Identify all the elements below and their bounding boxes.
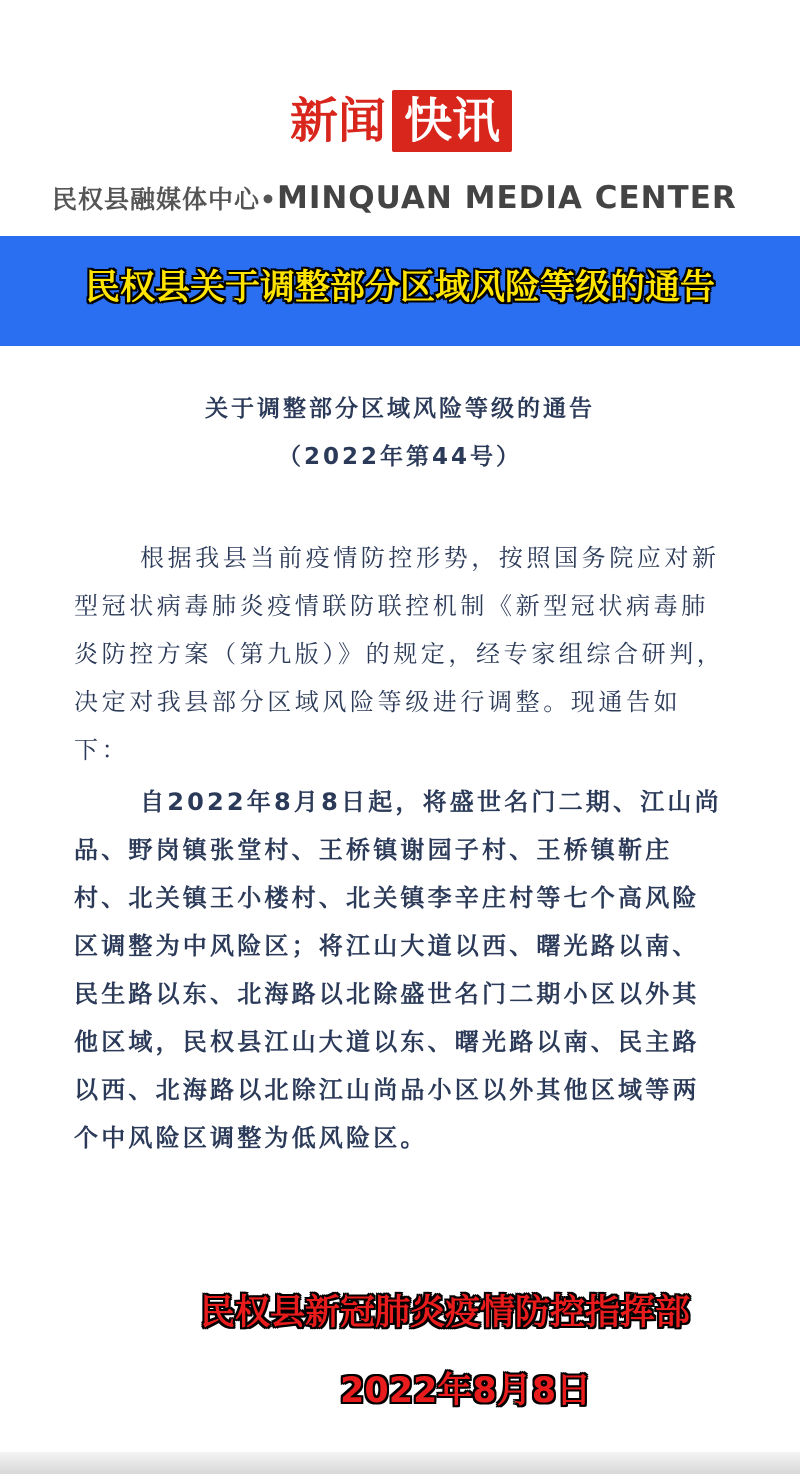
logo-text-flash: 快讯 xyxy=(392,90,512,152)
title-banner xyxy=(0,236,800,346)
media-center-line xyxy=(52,180,762,216)
news-flash-logo xyxy=(290,86,512,156)
bottom-bar xyxy=(0,1452,800,1474)
signature-organization: 民权县新冠肺炎疫情防控指挥部 xyxy=(200,1293,691,1333)
banner-title: 民权县关于调整部分区域风险等级的通告 xyxy=(84,268,715,308)
signature-date: 2022年8月8日 xyxy=(340,1371,592,1411)
media-center-name-cn: 民权县融媒体中心• xyxy=(52,185,277,214)
notice-number: （2022年第44号） xyxy=(277,444,523,470)
logo-text-news: 新闻 xyxy=(290,93,387,149)
notice-title: 关于调整部分区域风险等级的通告 xyxy=(205,396,595,422)
notice-paragraph-intro: 根据我县当前疫情防控形势，按照国务院应对新型冠状病毒肺炎疫情联防联控机制《新型冠状病毒肺炎防控方案（第九版）》的规定，经专家组综合研判，决定对我县部分区域风险等级进行调整。现通告如下： xyxy=(74,544,725,764)
media-center-name-en: MINQUAN MEDIA CENTER xyxy=(276,180,737,216)
notice-paragraph-adjustment: 自2022年8月8日起，将盛世名门二期、江山尚品、野岗镇张堂村、王桥镇谢园子村、王桥镇靳庄村、北关镇王小楼村、北关镇李辛庄村等七个高风险区调整为中风险区；将江山大道以西、曙光路以南、民生路以东、北海路以北除盛世名门二期小区以外其他区域，民权县江山大道以东、曙光路以南、民主路以西、北海路以北除江山尚品小区以外其他区域等两个中风险区调整为低风险区。 xyxy=(74,788,722,1152)
